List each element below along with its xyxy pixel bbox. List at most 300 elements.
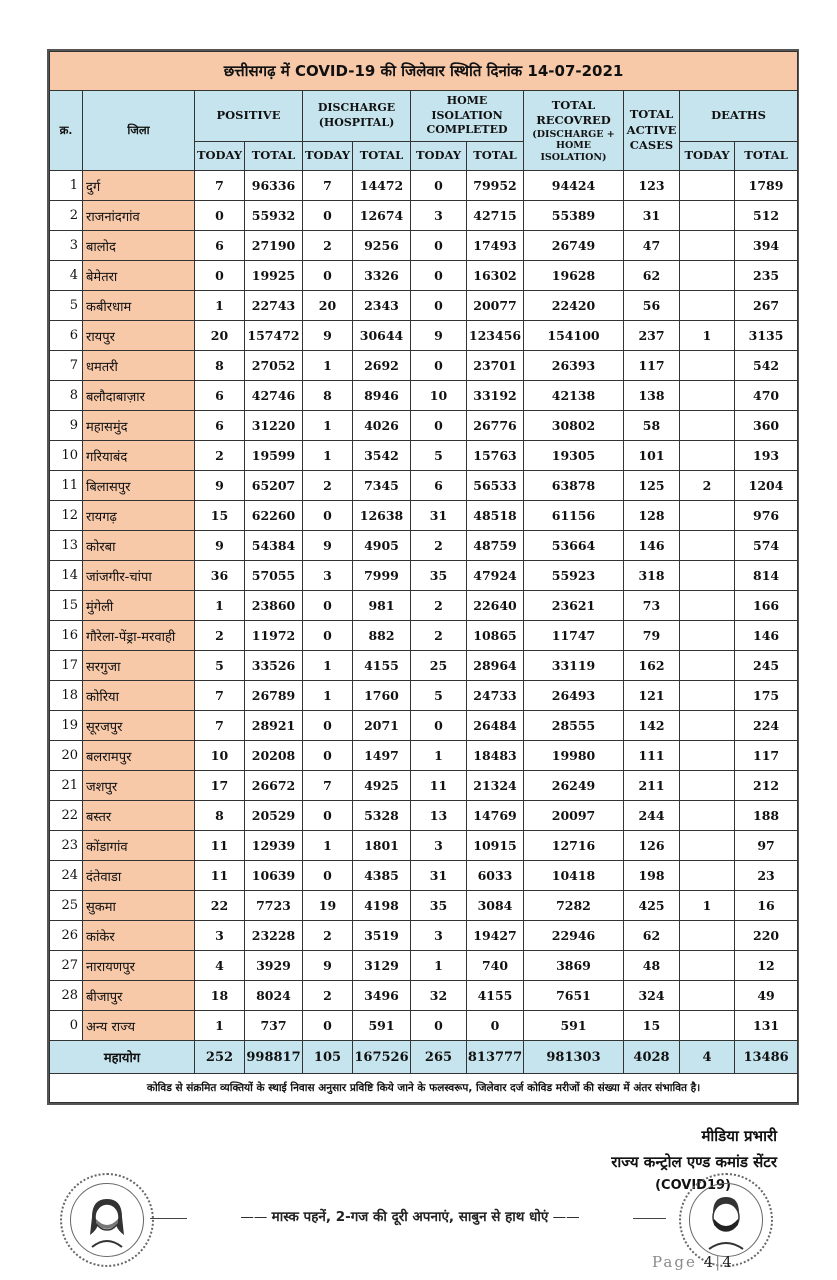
cell-district: बलौदाबाज़ार <box>83 381 195 411</box>
cell-hi-total: 21324 <box>467 771 524 801</box>
cell-d-total: 16 <box>735 891 798 921</box>
signature-line-3: (COVID19) <box>655 1178 731 1193</box>
totals-hi-total: 813777 <box>467 1041 524 1074</box>
cell-recovered: 22420 <box>524 291 624 321</box>
header-discharge-total: TOTAL <box>353 142 411 171</box>
cell-d-today <box>680 261 735 291</box>
cell-sn: 8 <box>50 381 83 411</box>
cell-hi-total: 56533 <box>467 471 524 501</box>
cell-d-total: 267 <box>735 291 798 321</box>
cell-pos-today: 1 <box>195 291 245 321</box>
cell-active: 31 <box>624 201 680 231</box>
cell-hi-total: 23701 <box>467 351 524 381</box>
slogan-text: —— मास्क पहनें, 2-गज की दूरी अपनाएं, साबुन से हाथ धोएं —— <box>187 1207 633 1225</box>
cell-d-today <box>680 171 735 201</box>
cell-recovered: 26249 <box>524 771 624 801</box>
cell-dis-today: 1 <box>303 651 353 681</box>
cell-active: 56 <box>624 291 680 321</box>
signature-line-2: राज्य कन्ट्रोल एण्ड कमांड सेंटर <box>611 1153 777 1171</box>
cell-hi-total: 15763 <box>467 441 524 471</box>
cell-pos-total: 27052 <box>245 351 303 381</box>
cell-pos-today: 22 <box>195 891 245 921</box>
cell-recovered: 55389 <box>524 201 624 231</box>
cell-dis-total: 2692 <box>353 351 411 381</box>
cell-sn: 25 <box>50 891 83 921</box>
cell-dis-today: 2 <box>303 981 353 1011</box>
cell-recovered: 26493 <box>524 681 624 711</box>
cell-d-total: 394 <box>735 231 798 261</box>
table-row <box>50 891 798 921</box>
cell-active: 117 <box>624 351 680 381</box>
cell-recovered: 23621 <box>524 591 624 621</box>
cell-recovered: 11747 <box>524 621 624 651</box>
totals-row <box>50 1041 798 1074</box>
cell-district: सरगुजा <box>83 651 195 681</box>
cell-district: सुकमा <box>83 891 195 921</box>
cell-hi-today: 1 <box>411 951 467 981</box>
signature-line-1: मीडिया प्रभारी <box>701 1127 777 1145</box>
cell-hi-today: 0 <box>411 1011 467 1041</box>
header-total-recovered-label: TOTAL RECOVRED <box>536 97 611 128</box>
district-status-table <box>49 51 798 1103</box>
cell-d-today <box>680 951 735 981</box>
cell-pos-total: 157472 <box>245 321 303 351</box>
cell-d-total: 245 <box>735 651 798 681</box>
cell-dis-total: 3326 <box>353 261 411 291</box>
cell-d-total: 166 <box>735 591 798 621</box>
cell-d-today <box>680 411 735 441</box>
cell-dis-today: 0 <box>303 261 353 291</box>
cell-sn: 20 <box>50 741 83 771</box>
table-row <box>50 621 798 651</box>
cell-sn: 28 <box>50 981 83 1011</box>
cell-pos-today: 6 <box>195 381 245 411</box>
cell-hi-total: 123456 <box>467 321 524 351</box>
cell-d-today <box>680 531 735 561</box>
cell-hi-today: 2 <box>411 531 467 561</box>
cell-hi-total: 0 <box>467 1011 524 1041</box>
table-row <box>50 171 798 201</box>
cell-recovered: 28555 <box>524 711 624 741</box>
table-row <box>50 741 798 771</box>
cell-hi-total: 19427 <box>467 921 524 951</box>
cell-dis-today: 7 <box>303 771 353 801</box>
cell-d-today <box>680 801 735 831</box>
cell-active: 47 <box>624 231 680 261</box>
cell-hi-today: 2 <box>411 621 467 651</box>
cell-d-today <box>680 861 735 891</box>
cell-d-total: 542 <box>735 351 798 381</box>
cell-district: मुंगेली <box>83 591 195 621</box>
table-body <box>50 171 798 1041</box>
cell-hi-today: 3 <box>411 921 467 951</box>
cell-pos-today: 7 <box>195 171 245 201</box>
cell-d-total: 188 <box>735 801 798 831</box>
cell-active: 162 <box>624 651 680 681</box>
cell-district: अन्य राज्य <box>83 1011 195 1041</box>
cell-d-total: 212 <box>735 771 798 801</box>
cell-d-today <box>680 591 735 621</box>
cell-pos-total: 96336 <box>245 171 303 201</box>
cell-dis-total: 1801 <box>353 831 411 861</box>
cell-dis-total: 3542 <box>353 441 411 471</box>
cell-hi-today: 3 <box>411 201 467 231</box>
cell-dis-today: 3 <box>303 561 353 591</box>
table-row <box>50 231 798 261</box>
cell-recovered: 7651 <box>524 981 624 1011</box>
cell-d-today: 2 <box>680 471 735 501</box>
cell-d-today <box>680 441 735 471</box>
cell-d-today <box>680 681 735 711</box>
cell-recovered: 42138 <box>524 381 624 411</box>
cell-hi-today: 0 <box>411 351 467 381</box>
cell-pos-today: 4 <box>195 951 245 981</box>
totals-dis-today: 105 <box>303 1041 353 1074</box>
cell-d-today <box>680 201 735 231</box>
cell-pos-total: 54384 <box>245 531 303 561</box>
cell-hi-total: 6033 <box>467 861 524 891</box>
cell-dis-today: 9 <box>303 321 353 351</box>
cell-hi-today: 6 <box>411 471 467 501</box>
cell-pos-today: 20 <box>195 321 245 351</box>
cell-hi-total: 10915 <box>467 831 524 861</box>
cell-recovered: 30802 <box>524 411 624 441</box>
cell-pos-total: 62260 <box>245 501 303 531</box>
cell-dis-total: 4198 <box>353 891 411 921</box>
cell-pos-total: 22743 <box>245 291 303 321</box>
cell-hi-today: 1 <box>411 741 467 771</box>
cell-hi-total: 17493 <box>467 231 524 261</box>
cell-dis-total: 1760 <box>353 681 411 711</box>
cell-d-total: 117 <box>735 741 798 771</box>
cell-active: 138 <box>624 381 680 411</box>
cell-pos-total: 23228 <box>245 921 303 951</box>
cell-pos-total: 7723 <box>245 891 303 921</box>
cell-hi-today: 31 <box>411 501 467 531</box>
header-positive: POSITIVE <box>195 91 303 142</box>
cell-d-total: 224 <box>735 711 798 741</box>
cell-pos-total: 65207 <box>245 471 303 501</box>
cell-recovered: 12716 <box>524 831 624 861</box>
cell-recovered: 19305 <box>524 441 624 471</box>
cell-pos-today: 8 <box>195 351 245 381</box>
table-row <box>50 981 798 1011</box>
cell-dis-total: 2343 <box>353 291 411 321</box>
cell-d-today: 1 <box>680 321 735 351</box>
cell-hi-total: 3084 <box>467 891 524 921</box>
cell-dis-today: 20 <box>303 291 353 321</box>
cell-pos-total: 27190 <box>245 231 303 261</box>
table-row <box>50 501 798 531</box>
cell-district: कांकेर <box>83 921 195 951</box>
cell-d-total: 976 <box>735 501 798 531</box>
totals-recovered: 981303 <box>524 1041 624 1074</box>
cell-dis-today: 0 <box>303 801 353 831</box>
cell-dis-today: 9 <box>303 951 353 981</box>
cell-pos-total: 57055 <box>245 561 303 591</box>
totals-deaths-today: 4 <box>680 1041 735 1074</box>
cell-hi-total: 16302 <box>467 261 524 291</box>
cell-sn: 23 <box>50 831 83 861</box>
cell-sn: 24 <box>50 861 83 891</box>
cell-pos-total: 23860 <box>245 591 303 621</box>
cell-hi-total: 28964 <box>467 651 524 681</box>
cell-hi-total: 48518 <box>467 501 524 531</box>
cell-district: जशपुर <box>83 771 195 801</box>
table-row <box>50 1011 798 1041</box>
cell-pos-total: 20529 <box>245 801 303 831</box>
table-row <box>50 861 798 891</box>
cell-d-total: 360 <box>735 411 798 441</box>
cell-pos-today: 1 <box>195 591 245 621</box>
cell-recovered: 53664 <box>524 531 624 561</box>
table-row <box>50 381 798 411</box>
cell-hi-total: 740 <box>467 951 524 981</box>
cell-recovered: 19628 <box>524 261 624 291</box>
cell-hi-total: 10865 <box>467 621 524 651</box>
cell-hi-today: 5 <box>411 681 467 711</box>
cell-d-today <box>680 561 735 591</box>
cell-pos-today: 18 <box>195 981 245 1011</box>
cell-d-today <box>680 381 735 411</box>
cell-pos-today: 0 <box>195 261 245 291</box>
cell-sn: 11 <box>50 471 83 501</box>
cell-pos-today: 7 <box>195 681 245 711</box>
cell-active: 58 <box>624 411 680 441</box>
cell-hi-today: 0 <box>411 171 467 201</box>
table-row <box>50 321 798 351</box>
cell-pos-total: 20208 <box>245 741 303 771</box>
cell-recovered: 20097 <box>524 801 624 831</box>
cell-recovered: 154100 <box>524 321 624 351</box>
cell-active: 211 <box>624 771 680 801</box>
header-positive-total: TOTAL <box>245 142 303 171</box>
cell-d-total: 131 <box>735 1011 798 1041</box>
header-positive-today: TODAY <box>195 142 245 171</box>
cell-dis-today: 2 <box>303 231 353 261</box>
cell-sn: 14 <box>50 561 83 591</box>
cell-active: 198 <box>624 861 680 891</box>
cell-sn: 17 <box>50 651 83 681</box>
cell-district: राजनांदगांव <box>83 201 195 231</box>
cell-district: रायगढ़ <box>83 501 195 531</box>
cell-d-today <box>680 741 735 771</box>
cell-hi-today: 25 <box>411 651 467 681</box>
cell-dis-total: 4385 <box>353 861 411 891</box>
cell-d-today <box>680 981 735 1011</box>
cell-district: बस्तर <box>83 801 195 831</box>
totals-deaths-total: 13486 <box>735 1041 798 1074</box>
table-row <box>50 681 798 711</box>
cell-dis-total: 4905 <box>353 531 411 561</box>
table-row <box>50 921 798 951</box>
header-home-isolation: HOME ISOLATION COMPLETED <box>411 91 524 142</box>
header-discharge-today: TODAY <box>303 142 353 171</box>
cell-d-total: 12 <box>735 951 798 981</box>
cell-active: 48 <box>624 951 680 981</box>
cell-active: 111 <box>624 741 680 771</box>
cell-dis-today: 0 <box>303 1011 353 1041</box>
cell-pos-total: 12939 <box>245 831 303 861</box>
cell-d-today: 1 <box>680 891 735 921</box>
cell-hi-today: 3 <box>411 831 467 861</box>
cell-dis-today: 8 <box>303 381 353 411</box>
table-row <box>50 711 798 741</box>
cell-dis-total: 591 <box>353 1011 411 1041</box>
cell-pos-total: 8024 <box>245 981 303 1011</box>
cell-dis-total: 7999 <box>353 561 411 591</box>
header-sn: क्र. <box>50 91 83 171</box>
cell-active: 324 <box>624 981 680 1011</box>
cell-recovered: 63878 <box>524 471 624 501</box>
cell-d-today <box>680 651 735 681</box>
totals-pos-today: 252 <box>195 1041 245 1074</box>
cell-sn: 2 <box>50 201 83 231</box>
cell-d-today <box>680 831 735 861</box>
cell-d-total: 146 <box>735 621 798 651</box>
page-separator: | <box>715 1253 723 1271</box>
cell-active: 125 <box>624 471 680 501</box>
header-recovered-sub: (DISCHARGE + HOME ISOLATION) <box>532 128 615 163</box>
cell-d-total: 220 <box>735 921 798 951</box>
cell-district: दुर्ग <box>83 171 195 201</box>
cell-d-total: 97 <box>735 831 798 861</box>
cell-pos-today: 15 <box>195 501 245 531</box>
table-row <box>50 831 798 861</box>
cell-d-total: 574 <box>735 531 798 561</box>
cell-pos-total: 55932 <box>245 201 303 231</box>
cell-district: जांजगीर-चांपा <box>83 561 195 591</box>
cell-pos-today: 0 <box>195 201 245 231</box>
cell-dis-today: 1 <box>303 351 353 381</box>
cell-sn: 5 <box>50 291 83 321</box>
cell-district: बलरामपुर <box>83 741 195 771</box>
cell-dis-total: 30644 <box>353 321 411 351</box>
table-row <box>50 441 798 471</box>
cell-dis-today: 1 <box>303 411 353 441</box>
cell-d-today <box>680 231 735 261</box>
cell-recovered: 591 <box>524 1011 624 1041</box>
cell-dis-total: 2071 <box>353 711 411 741</box>
cell-d-today <box>680 621 735 651</box>
header-discharge: DISCHARGE (HOSPITAL) <box>303 91 411 142</box>
table-row <box>50 951 798 981</box>
cell-sn: 26 <box>50 921 83 951</box>
cell-recovered: 3869 <box>524 951 624 981</box>
cell-recovered: 10418 <box>524 861 624 891</box>
page-number <box>652 1253 734 1271</box>
cell-d-today <box>680 771 735 801</box>
cell-d-total: 814 <box>735 561 798 591</box>
cell-pos-today: 5 <box>195 651 245 681</box>
cell-sn: 9 <box>50 411 83 441</box>
header-hi-today: TODAY <box>411 142 467 171</box>
header-total-active: TOTAL ACTIVE CASES <box>624 91 680 171</box>
cell-sn: 12 <box>50 501 83 531</box>
cell-hi-today: 0 <box>411 291 467 321</box>
cell-dis-total: 4155 <box>353 651 411 681</box>
cell-dis-today: 0 <box>303 711 353 741</box>
cell-sn: 19 <box>50 711 83 741</box>
cell-pos-today: 2 <box>195 441 245 471</box>
header-hi-total: TOTAL <box>467 142 524 171</box>
cell-active: 73 <box>624 591 680 621</box>
cell-sn: 0 <box>50 1011 83 1041</box>
cell-dis-total: 12638 <box>353 501 411 531</box>
cell-recovered: 26393 <box>524 351 624 381</box>
cell-dis-total: 8946 <box>353 381 411 411</box>
cell-d-total: 235 <box>735 261 798 291</box>
cell-pos-total: 19925 <box>245 261 303 291</box>
header-deaths-today: TODAY <box>680 142 735 171</box>
cell-active: 79 <box>624 621 680 651</box>
cell-hi-today: 10 <box>411 381 467 411</box>
cell-dis-total: 3129 <box>353 951 411 981</box>
table-row <box>50 471 798 501</box>
cell-pos-today: 10 <box>195 741 245 771</box>
mask-woman-emblem-icon <box>60 1173 154 1267</box>
cell-sn: 18 <box>50 681 83 711</box>
cell-d-total: 512 <box>735 201 798 231</box>
cell-sn: 3 <box>50 231 83 261</box>
table-row <box>50 531 798 561</box>
table-row <box>50 801 798 831</box>
page-current: 4 <box>703 1253 716 1271</box>
cell-d-total: 175 <box>735 681 798 711</box>
cell-active: 318 <box>624 561 680 591</box>
cell-active: 146 <box>624 531 680 561</box>
cell-d-today <box>680 1011 735 1041</box>
cell-hi-total: 4155 <box>467 981 524 1011</box>
cell-recovered: 55923 <box>524 561 624 591</box>
cell-dis-total: 9256 <box>353 231 411 261</box>
cell-district: कोरिया <box>83 681 195 711</box>
cell-hi-today: 9 <box>411 321 467 351</box>
arrow-left-icon: —— <box>240 1209 272 1225</box>
cell-d-today <box>680 291 735 321</box>
cell-district: गरियाबंद <box>83 441 195 471</box>
cell-hi-today: 5 <box>411 441 467 471</box>
footnote: कोविड से संक्रमित व्यक्तियों के स्थाई निवास अनुसार प्रविष्टि किये जाने के फलस्वरूप, जिलेवार दर्ज कोविड मरीजों की संख्या में अंतर संभावित है। <box>50 1074 798 1103</box>
cell-district: रायपुर <box>83 321 195 351</box>
page-total: 4 <box>722 1253 734 1271</box>
cell-active: 62 <box>624 261 680 291</box>
cell-pos-today: 11 <box>195 861 245 891</box>
cell-pos-today: 8 <box>195 801 245 831</box>
cell-pos-total: 19599 <box>245 441 303 471</box>
cell-sn: 22 <box>50 801 83 831</box>
cell-district: कोंडागांव <box>83 831 195 861</box>
cell-hi-today: 32 <box>411 981 467 1011</box>
cell-district: गौरेला-पेंड्रा-मरवाही <box>83 621 195 651</box>
cell-dis-total: 14472 <box>353 171 411 201</box>
cell-d-today <box>680 351 735 381</box>
cell-dis-today: 9 <box>303 531 353 561</box>
totals-active: 4028 <box>624 1041 680 1074</box>
cell-district: बालोद <box>83 231 195 261</box>
cell-district: धमतरी <box>83 351 195 381</box>
cell-dis-total: 1497 <box>353 741 411 771</box>
table-row <box>50 651 798 681</box>
cell-pos-today: 36 <box>195 561 245 591</box>
cell-d-today <box>680 921 735 951</box>
cell-pos-today: 11 <box>195 831 245 861</box>
table-row <box>50 771 798 801</box>
cell-dis-today: 0 <box>303 201 353 231</box>
totals-pos-total: 998817 <box>245 1041 303 1074</box>
cell-d-total: 193 <box>735 441 798 471</box>
cell-d-total: 49 <box>735 981 798 1011</box>
